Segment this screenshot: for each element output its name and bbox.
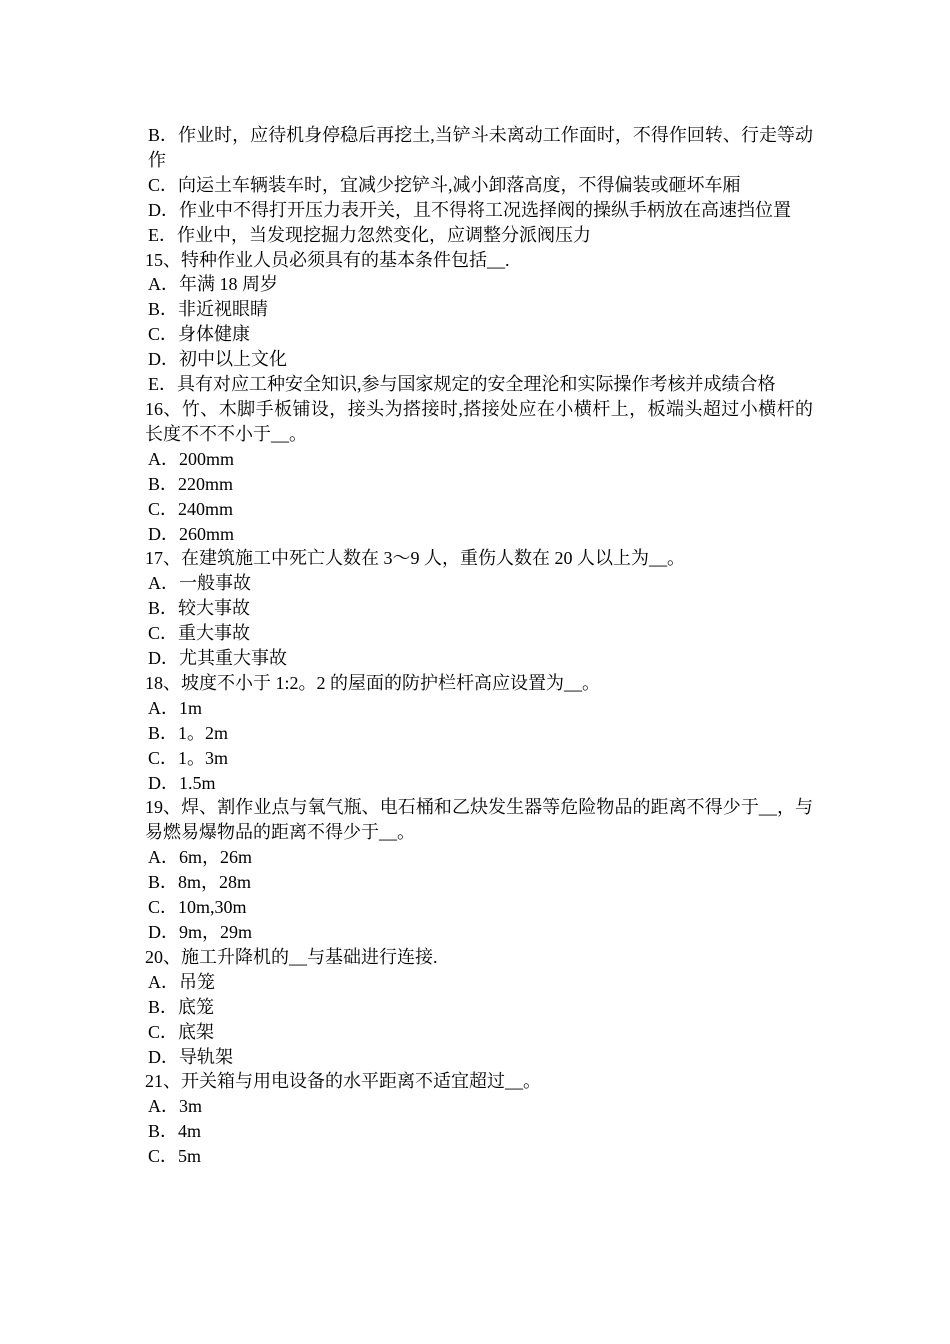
option-18d: D．1.5m bbox=[148, 772, 216, 793]
question-16: 16、竹、木脚手板铺设，接头为搭接时,搭接处应在小横杆上，板端头超过小横杆的长度不不不小于__。 bbox=[145, 398, 813, 444]
question-15: 15、特种作业人员必须具有的基本条件包括__. bbox=[145, 249, 510, 270]
question-20: 20、施工升降机的__与基础进行连接. bbox=[145, 946, 438, 967]
option-19b: B．8m，28m bbox=[148, 872, 252, 893]
question-21: 21、开关箱与用电设备的水平距离不适宜超过__。 bbox=[145, 1071, 541, 1092]
option-17a: A．一般事故 bbox=[148, 573, 251, 594]
option-18b: B．1。2m bbox=[148, 722, 229, 743]
option-20b: B．底笼 bbox=[148, 996, 215, 1017]
option-14e: E．作业中，当发现挖掘力忽然变化，应调整分派阀压力 bbox=[148, 224, 591, 245]
option-21a: A．3m bbox=[148, 1096, 202, 1117]
document-page bbox=[145, 123, 813, 1169]
option-17b: B．较大事故 bbox=[148, 598, 251, 619]
question-19: 19、焊、割作业点与氧气瓶、电石桶和乙炔发生器等危险物品的距离不得少于__，与易燃易爆物品的距离不得少于__。 bbox=[145, 797, 813, 843]
option-14b: B．作业时，应待机身停稳后再挖土,当铲斗未离动工作面时，不得作回转、行走等动作 bbox=[148, 125, 813, 170]
option-19c: C．10m,30m bbox=[148, 897, 247, 918]
option-16a: A．200mm bbox=[148, 448, 235, 469]
option-15e: E．具有对应工种安全知识,参与国家规定的安全理沦和实际操作考核并成绩合格 bbox=[148, 374, 776, 395]
option-14d: D．作业中不得打开压力表开关，且不得将工况选择阀的操纵手柄放在高速挡位置 bbox=[148, 199, 791, 220]
option-15d: D．初中以上文化 bbox=[148, 349, 287, 370]
option-21c: C．5m bbox=[148, 1146, 202, 1167]
option-17d: D．尤其重大事故 bbox=[148, 648, 287, 669]
option-15c: C．身体健康 bbox=[148, 324, 251, 345]
option-16d: D．260mm bbox=[148, 523, 235, 544]
option-16c: C．240mm bbox=[148, 498, 234, 519]
option-20d: D．导轨架 bbox=[148, 1046, 233, 1067]
option-19d: D．9m，29m bbox=[148, 922, 253, 942]
option-15a: A．年满 18 周岁 bbox=[148, 274, 278, 295]
option-21b: B．4m bbox=[148, 1121, 202, 1142]
question-17: 17、在建筑施工中死亡人数在 3～9 人，重伤人数在 20 人以上为__。 bbox=[145, 548, 685, 569]
question-18: 18、坡度不小于 1:2。2 的屋面的防护栏杆高应设置为__。 bbox=[145, 672, 600, 693]
option-18c: C．1。3m bbox=[148, 747, 229, 768]
option-20c: C．底架 bbox=[148, 1021, 215, 1042]
option-15b: B．非近视眼睛 bbox=[148, 299, 269, 320]
option-20a: A．吊笼 bbox=[148, 971, 215, 992]
option-18a: A．1m bbox=[148, 697, 202, 718]
option-17c: C．重大事故 bbox=[148, 623, 251, 644]
option-14c: C．向运土车辆装车时，宜减少挖铲斗,减小卸落高度，不得偏装或砸坏车厢 bbox=[148, 174, 741, 195]
option-19a: A．6m，26m bbox=[148, 847, 253, 868]
option-16b: B．220mm bbox=[148, 473, 234, 494]
